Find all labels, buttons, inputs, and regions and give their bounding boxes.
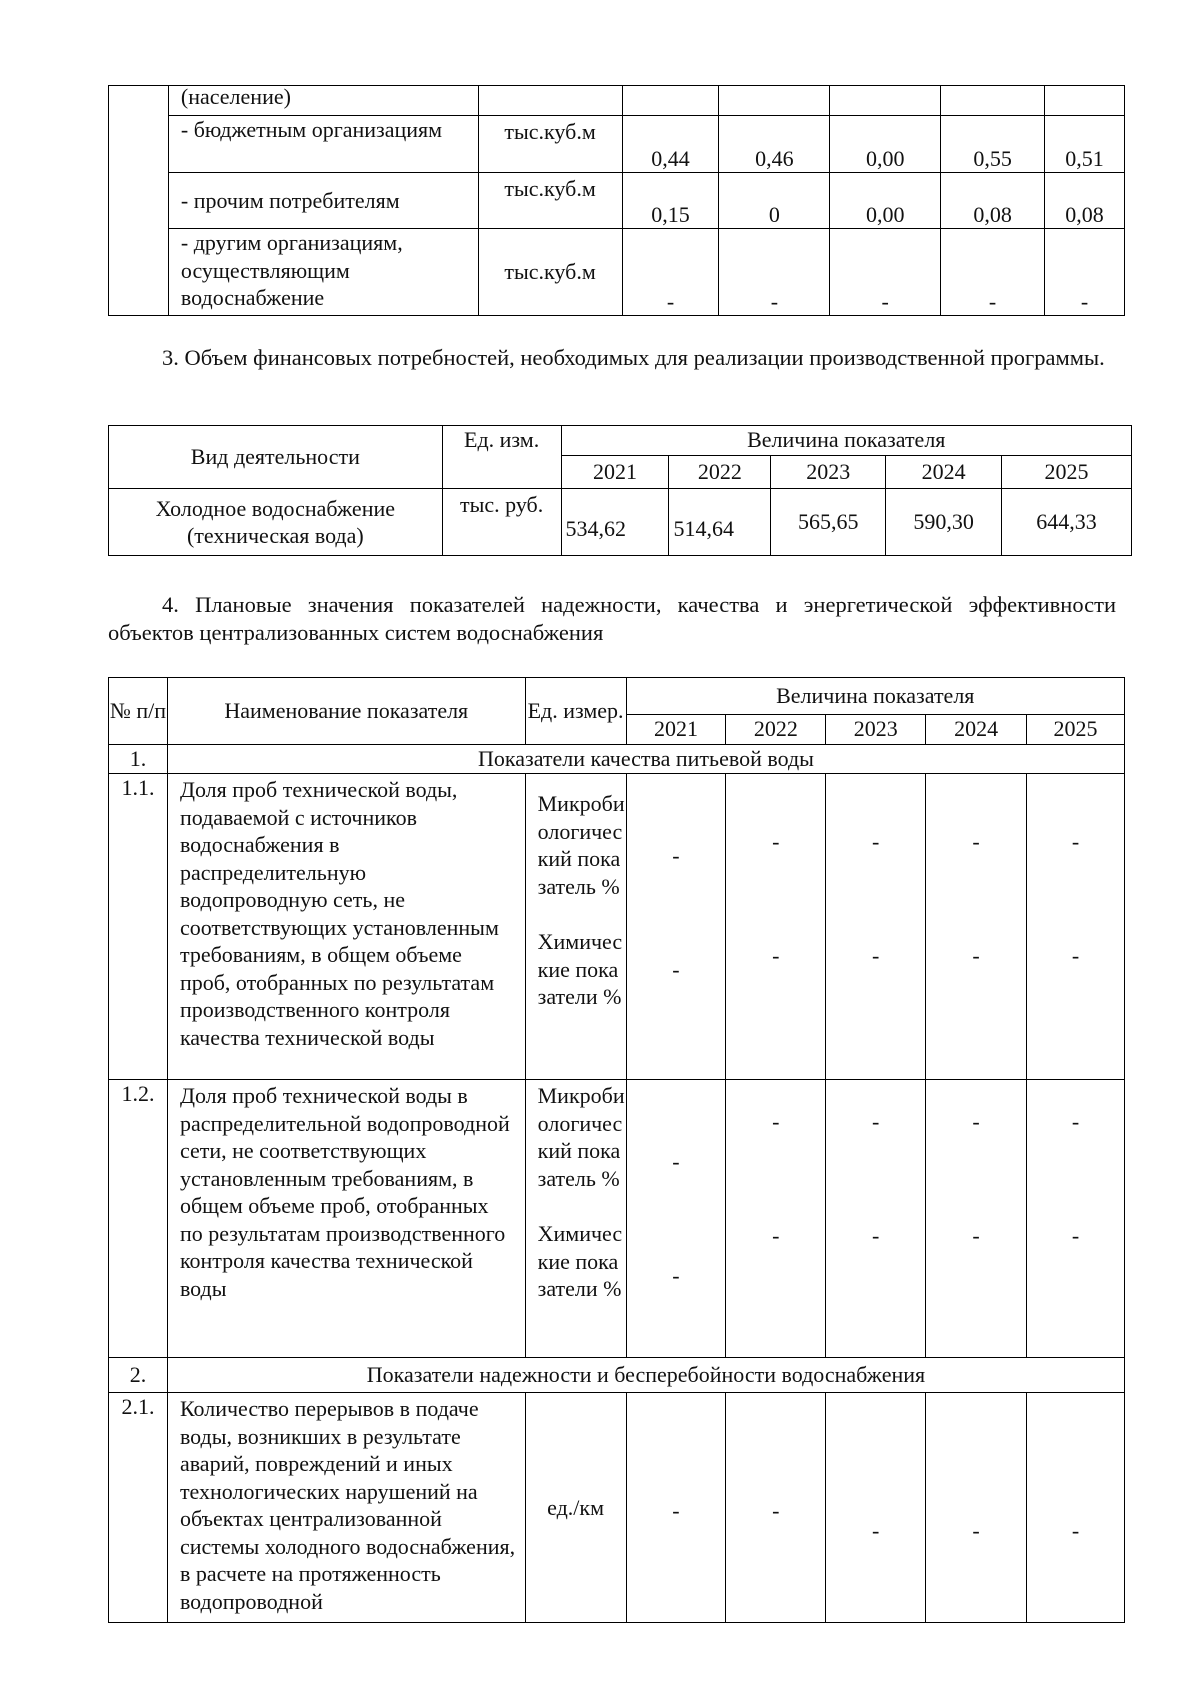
unit-chem: Химические показатели % bbox=[537, 1221, 623, 1301]
unit-cell: ед./км bbox=[525, 1393, 626, 1623]
dash: - bbox=[672, 1149, 680, 1174]
year-header: 2022 bbox=[726, 715, 826, 745]
financial-needs-table bbox=[108, 425, 1132, 556]
value-cell bbox=[726, 774, 826, 1080]
year-header: 2021 bbox=[626, 715, 726, 745]
value-cell bbox=[926, 1393, 1027, 1623]
unit-header: Ед. изм. bbox=[442, 426, 561, 489]
row-label: (население) bbox=[168, 86, 478, 116]
value-cell bbox=[1027, 774, 1125, 1080]
section-3-paragraph bbox=[108, 344, 1116, 372]
dash: - bbox=[872, 942, 880, 968]
value-cell bbox=[1027, 1080, 1125, 1358]
value-cell: 0,00 bbox=[830, 173, 941, 229]
row-num: 2.1. bbox=[109, 1393, 168, 1623]
value-cell: 565,65 bbox=[771, 489, 886, 556]
dash: - bbox=[1071, 942, 1080, 968]
unit-cell: тыс. руб. bbox=[442, 489, 561, 556]
dash: - bbox=[672, 1262, 680, 1288]
year-header: 2024 bbox=[886, 456, 1002, 489]
dash: - bbox=[872, 829, 880, 854]
dash: - bbox=[772, 1109, 780, 1134]
row-label: - прочим потребителям bbox=[168, 173, 478, 229]
value-cell bbox=[1045, 86, 1125, 116]
value-cell bbox=[826, 774, 926, 1080]
section-num: 2. bbox=[109, 1358, 168, 1393]
value-cell bbox=[826, 1393, 926, 1623]
dash: - bbox=[1071, 1518, 1080, 1543]
value-cell: - bbox=[830, 229, 941, 316]
num-header: № п/п bbox=[109, 678, 168, 745]
unit-header: Ед. измер. bbox=[525, 678, 626, 745]
unit-cell bbox=[525, 774, 626, 1080]
row-num: 1.1. bbox=[109, 774, 168, 1080]
unit-cell: тыс.куб.м bbox=[478, 229, 622, 316]
dash: - bbox=[1071, 1109, 1080, 1134]
consumption-table bbox=[108, 85, 1125, 316]
dash: - bbox=[672, 843, 680, 868]
dash: - bbox=[772, 1222, 780, 1248]
value-cell bbox=[926, 774, 1027, 1080]
value-cell: 644,33 bbox=[1002, 489, 1132, 556]
dash: - bbox=[772, 942, 780, 968]
unit-cell bbox=[525, 1080, 626, 1358]
section-4-text: 4. Плановые значения показателей надежности, качества и энергетической эффективности объектов централизованных систем водоснабжения bbox=[108, 592, 1116, 645]
dash: - bbox=[972, 1109, 980, 1134]
value-cell: 514,64 bbox=[669, 489, 771, 556]
value-cell: - bbox=[719, 229, 830, 316]
dash: - bbox=[672, 956, 680, 982]
value-cell bbox=[626, 1393, 726, 1623]
year-header: 2025 bbox=[1027, 715, 1125, 745]
section-title: Показатели качества питьевой воды bbox=[167, 745, 1124, 774]
indicator-name: Доля проб технической воды, подаваемой с источников водоснабжения в распределительную водопроводную сеть, не соответствующих установленным требованиям, в общем объеме проб, отобранных по результатам производственного контроля качества технической воды bbox=[167, 774, 525, 1080]
value-cell: - bbox=[622, 229, 719, 316]
value-cell: 0,51 bbox=[1045, 116, 1125, 173]
unit-cell: тыс.куб.м bbox=[478, 116, 622, 173]
unit-cell bbox=[478, 86, 622, 116]
value-cell: 0,08 bbox=[1045, 173, 1125, 229]
activity-cell: Холодное водоснабжение (техническая вода) bbox=[109, 489, 443, 556]
value-header: Величина показателя bbox=[626, 678, 1124, 715]
row-label: - бюджетным организациям bbox=[168, 116, 478, 173]
year-header: 2023 bbox=[826, 715, 926, 745]
dash: - bbox=[772, 1498, 780, 1523]
value-cell bbox=[926, 1080, 1027, 1358]
indicators-table bbox=[108, 677, 1125, 1623]
name-header: Наименование показателя bbox=[167, 678, 525, 745]
value-cell: 0,55 bbox=[941, 116, 1045, 173]
unit-cell: тыс.куб.м bbox=[478, 173, 622, 229]
dash: - bbox=[972, 1222, 980, 1248]
year-header: 2024 bbox=[926, 715, 1027, 745]
value-cell bbox=[830, 86, 941, 116]
dash: - bbox=[972, 942, 980, 968]
dash: - bbox=[972, 1518, 980, 1543]
row-label: - другим организациям, осуществляющим водоснабжение bbox=[168, 229, 478, 316]
value-cell bbox=[1027, 1393, 1125, 1623]
value-cell: 0,15 bbox=[622, 173, 719, 229]
unit-chem: Химические показатели % bbox=[537, 929, 623, 1009]
dash: - bbox=[972, 829, 980, 854]
unit-micro: Микробиологический показатель % bbox=[537, 791, 625, 899]
dash: - bbox=[672, 1498, 680, 1523]
activity-header: Вид деятельности bbox=[109, 426, 443, 489]
indicator-name: Доля проб технической воды в распределительной водопроводной сети, не соответствующих установленным требованиям, в общем объеме проб, отобранных по результатам производственного контроля качества технической воды bbox=[167, 1080, 525, 1358]
dash: - bbox=[1071, 829, 1080, 854]
section-4-paragraph bbox=[108, 591, 1116, 647]
section-title: Показатели надежности и бесперебойности водоснабжения bbox=[167, 1358, 1124, 1393]
value-cell: 0 bbox=[719, 173, 830, 229]
value-cell bbox=[941, 86, 1045, 116]
value-cell: 534,62 bbox=[561, 489, 669, 556]
value-cell bbox=[726, 1393, 826, 1623]
dash: - bbox=[872, 1222, 880, 1248]
value-cell: 0,08 bbox=[941, 173, 1045, 229]
value-header: Величина показателя bbox=[561, 426, 1131, 456]
value-cell bbox=[626, 774, 726, 1080]
value-cell bbox=[622, 86, 719, 116]
indicator-name: Количество перерывов в подаче воды, возникших в результате аварий, повреждений и иных технологических нарушений на объектах централизованной системы холодного водоснабжения, в расчете на протяженность водопроводной bbox=[167, 1393, 525, 1623]
section-num: 1. bbox=[109, 745, 168, 774]
dash: - bbox=[1071, 1222, 1080, 1248]
value-cell: 0,00 bbox=[830, 116, 941, 173]
section-3-text: 3. Объем финансовых потребностей, необходимых для реализации производственной программы. bbox=[162, 345, 1105, 370]
value-cell: - bbox=[941, 229, 1045, 316]
year-header: 2025 bbox=[1002, 456, 1132, 489]
year-header: 2022 bbox=[669, 456, 771, 489]
value-cell: 0,46 bbox=[719, 116, 830, 173]
dash: - bbox=[772, 829, 780, 854]
value-cell bbox=[626, 1080, 726, 1358]
value-cell: 0,44 bbox=[622, 116, 719, 173]
value-cell bbox=[726, 1080, 826, 1358]
value-cell bbox=[719, 86, 830, 116]
year-header: 2023 bbox=[771, 456, 886, 489]
row-num: 1.2. bbox=[109, 1080, 168, 1358]
value-cell bbox=[826, 1080, 926, 1358]
unit-micro: Микробиологический показатель % bbox=[537, 1083, 625, 1191]
year-header: 2021 bbox=[561, 456, 669, 489]
dash: - bbox=[872, 1109, 880, 1134]
value-cell: 590,30 bbox=[886, 489, 1002, 556]
num-cell bbox=[109, 86, 169, 316]
value-cell: - bbox=[1045, 229, 1125, 316]
dash: - bbox=[872, 1518, 880, 1543]
